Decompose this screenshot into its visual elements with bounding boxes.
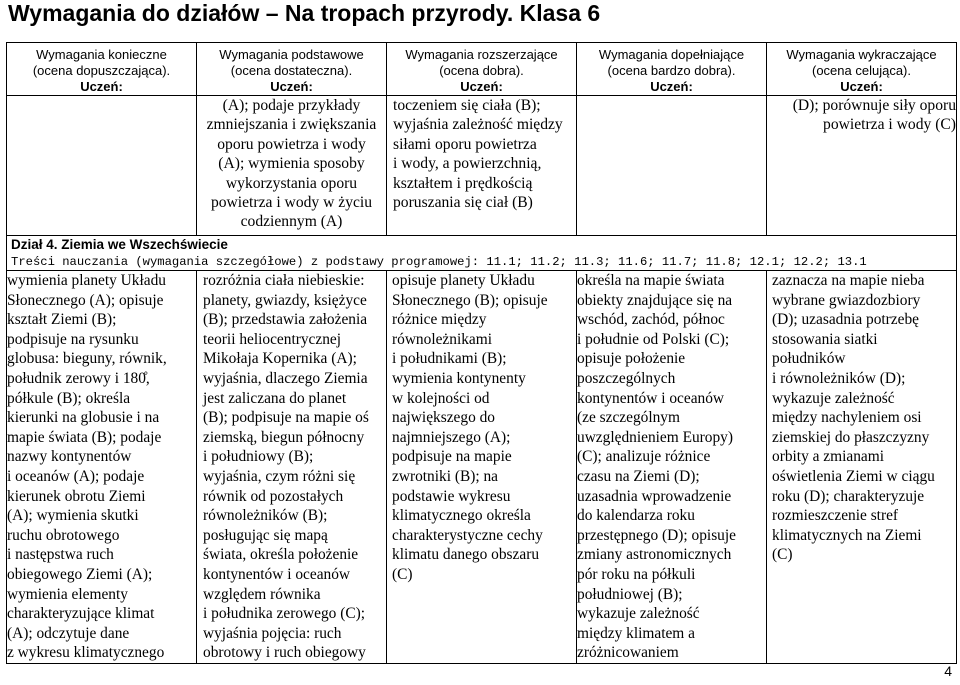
page-title: Wymagania do działów – Na tropach przyrody. Klasa 6 [8,0,601,26]
header-pupil-label: Uczeń: [80,79,123,94]
requirement-cell: (A); podaje przykłady zmniejszania i zwiększania oporu powietrza i wody (A); wymienia sposoby wykorzystania oporu powietrza i wody w życiu codziennym (A) [197,96,387,236]
header-cell-podstawowe [197,43,387,96]
header-pupil-label: Uczeń: [840,79,883,94]
header-title: Wymagania podstawowe [219,47,364,62]
header-grade: (ocena dostateczna). [230,63,353,78]
header-pupil-label: Uczeń: [460,79,503,94]
requirement-cell: określa na mapie świata obiekty znajdujące się na wschód, zachód, północ i południe od Polski (C); opisuje położenie poszczególnych kontynentów i oceanów (ze szczególnym uwzględnieniem Europy) (C); analizuje różnice czasu na Ziemi (D); uzasadnia wprowadzenie do kalendarza roku przestępnego (D); opisuje zmiany astronomicznych pór roku na półkuli południowej (B); wykazuje zależność między klimatem a zróżnicowaniem [577,271,767,664]
requirement-cell: toczeniem się ciała (B); wyjaśnia zależność między siłami oporu powietrza i wody, a powierzchnią, kształtem i prędkością poruszania się ciał (B) [387,96,577,236]
header-cell-rozszerzajace [387,43,577,96]
curriculum-text: Treści nauczania (wymagania szczegółowe) z podstawy programowej: 11.1; 11.2; 11.3; 11.6; 11.7; 11.8; 12.1; 12.2; 13.1 [7,253,957,271]
requirement-cell: (D); porównuje siły oporu powietrza i wody (C) [767,96,957,236]
header-pupil-label: Uczeń: [270,79,313,94]
requirements-table [6,42,957,664]
table-row-section4 [7,271,957,664]
requirement-cell [7,96,197,236]
page-number: 4 [944,663,952,679]
header-grade: (ocena celująca). [812,63,911,78]
header-grade: (ocena dobra). [439,63,524,78]
header-title: Wymagania dopełniające [598,47,745,62]
table-row-continued [7,96,957,236]
header-grade: (ocena dopuszczająca). [32,63,171,78]
curriculum-row [7,253,957,271]
requirement-cell: rozróżnia ciała niebieskie: planety, gwiazdy, księżyce (B); przedstawia założenia teorii heliocentrycznej Mikołaja Kopernika (A); wyjaśnia, dlaczego Ziemia jest zaliczana do planet (B); podpisuje na mapie oś ziemską, biegun północny i południowy (B); wyjaśnia, czym różni się równik od pozostałych równoleżników (B); posługując się mapą świata, określa położenie kontynentów i oceanów względem równika i południka zerowego (C); wyjaśnia pojęcia: ruch obrotowy i ruch obiegowy [197,271,387,664]
section-heading-row [7,236,957,254]
header-cell-wykraczajace [767,43,957,96]
header-title: Wymagania konieczne [36,47,167,62]
header-row [7,43,957,96]
header-grade: (ocena bardzo dobra). [607,63,736,78]
requirement-cell: zaznacza na mapie nieba wybrane gwiazdozbiory (D); uzasadnia potrzebę stosowania siatki południków i równoleżników (D); wykazuje zależność między nachyleniem osi ziemskiej do płaszczyzny orbity a zmianami oświetlenia Ziemi w ciągu roku (D); charakteryzuje rozmieszczenie stref klimatycznych na Ziemi (C) [767,271,957,664]
section-label: Dział 4. [11,237,58,252]
header-pupil-label: Uczeń: [650,79,693,94]
section-name: Ziemia we Wszechświecie [61,237,228,252]
header-cell-dopelniajace [577,43,767,96]
requirement-cell: opisuje planety Układu Słonecznego (B); opisuje różnice między równoleżnikami i południkami (B); wymienia kontynenty w kolejności od największego do najmniejszego (A); podpisuje na mapie zwrotniki (B); na podstawie wykresu klimatycznego określa charakterystyczne cechy klimatu danego obszaru (C) [387,271,577,664]
header-cell-konieczne [7,43,197,96]
requirement-cell: wymienia planety Układu Słonecznego (A); opisuje kształt Ziemi (B); podpisuje na rysunku globusa: bieguny, równik, południk zerowy i 180̊, półkule (B); określa kierunki na globusie i na mapie świata (B); podaje nazwy kontynentów i oceanów (A); podaje kierunek obrotu Ziemi (A); wymienia skutki ruchu obrotowego i następstwa ruch obiegowego Ziemi (A); wymienia elementy charakteryzujące klimat (A); odczytuje dane z wykresu klimatycznego [7,271,197,664]
header-title: Wymagania rozszerzające [405,47,558,62]
section-heading [7,236,957,254]
header-title: Wymagania wykraczające [786,47,937,62]
requirement-cell [577,96,767,236]
